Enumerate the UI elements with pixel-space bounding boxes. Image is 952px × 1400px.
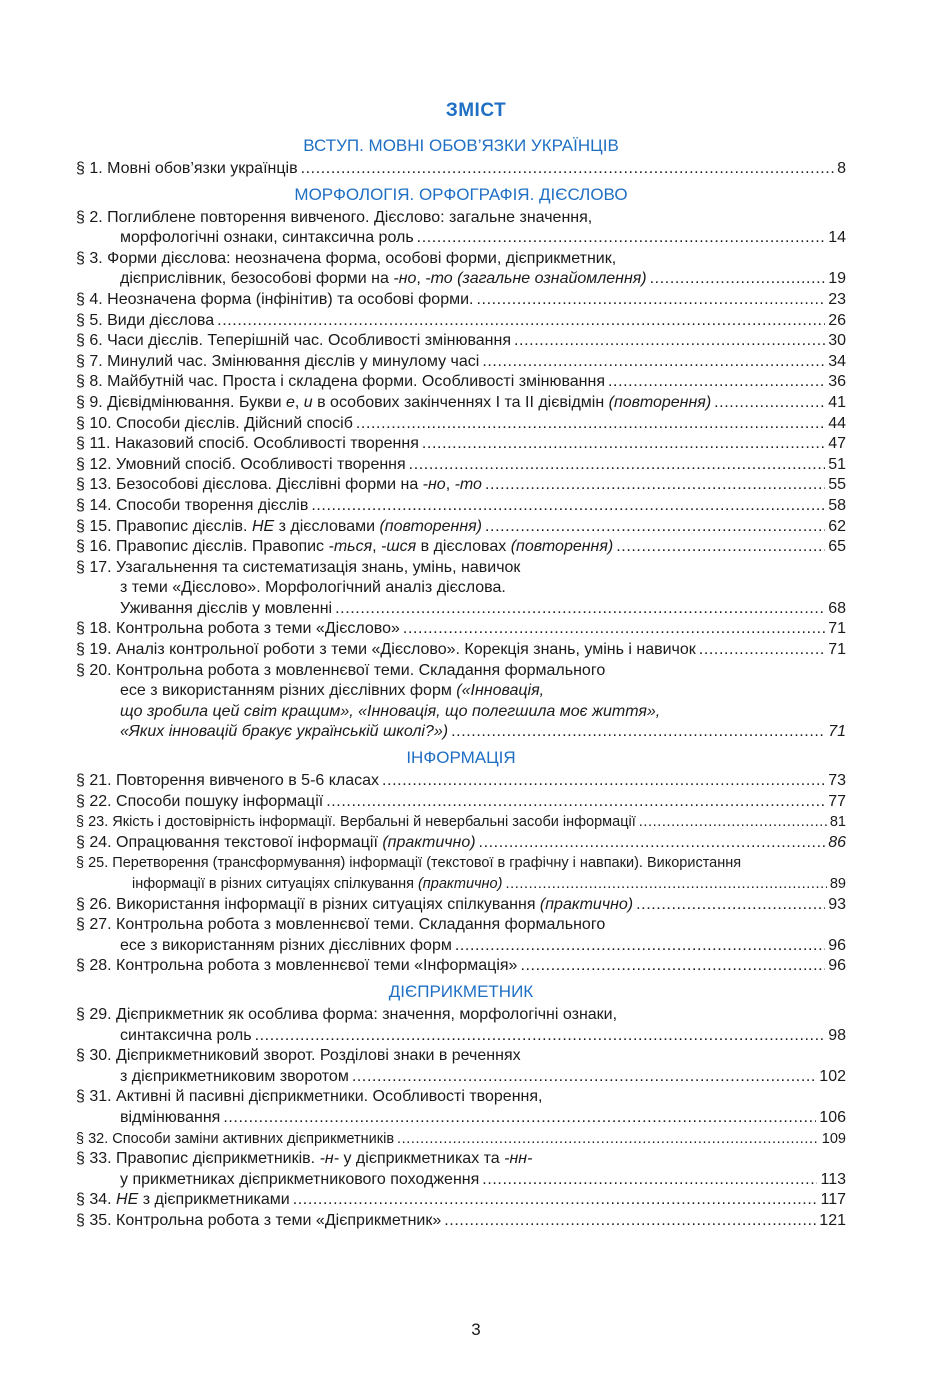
- toc-entry-line: [76, 833, 846, 854]
- dot-leader: [520, 956, 825, 977]
- toc-entry-text: [76, 1211, 441, 1232]
- toc-text-run: § 14. Способи творення дієслів: [76, 496, 309, 514]
- toc-entry-line: [76, 936, 846, 957]
- toc-entry[interactable]: [76, 812, 846, 833]
- toc-text-run: «Яких інновацій бракує українській школі?»): [120, 723, 449, 741]
- toc-entry-text: [76, 1129, 394, 1150]
- toc-page-number: 26: [828, 311, 846, 329]
- dot-leader: [335, 599, 825, 620]
- toc-text-run: (практично): [417, 876, 503, 892]
- toc-text-run: § 31. Активні й пасивні дієприкметники. Особливості творення,: [76, 1088, 543, 1106]
- toc-text-run: Уживання дієслів у мовленні: [120, 599, 333, 617]
- toc-page-number: 93: [828, 895, 846, 913]
- dot-leader: [356, 414, 825, 435]
- toc-entry-line: [76, 1046, 846, 1067]
- toc-entry-text: [76, 290, 473, 311]
- toc-text-run: и: [303, 393, 313, 411]
- toc-entry-line: [76, 311, 846, 332]
- toc-entry[interactable]: [76, 1087, 846, 1128]
- toc-entry-text: [120, 1108, 220, 1129]
- toc-text-run: § 4. Неозначена форма (інфінітив) та особові форми.: [76, 290, 474, 308]
- toc-text-run: що зробила цей світ кращим», «Інновація, що полегшила моє життя»,: [120, 702, 661, 720]
- toc-entry-text: [76, 956, 517, 977]
- toc-text-run: § 18. Контрольна робота з теми «Дієслово»: [76, 620, 400, 638]
- toc-entry-line: [76, 1108, 846, 1129]
- toc-entry-line: [76, 517, 846, 538]
- toc-entry-text: [76, 311, 214, 332]
- dot-leader: [479, 833, 826, 854]
- toc-entry-text: [76, 414, 353, 435]
- section-heading: МОРФОЛОГІЯ. ОРФОГРАФІЯ. ДІЄСЛОВО: [294, 184, 628, 204]
- toc-entry-line: [76, 1211, 846, 1232]
- toc-text-run: (практично): [382, 833, 476, 851]
- toc-page-number: 81: [829, 814, 846, 831]
- toc-entry-line: [76, 249, 846, 270]
- toc-text-run: -но: [422, 476, 446, 494]
- toc-entry[interactable]: [76, 159, 846, 180]
- toc-entry-line: [76, 956, 846, 977]
- toc-entry[interactable]: [76, 475, 846, 496]
- toc-entry-line: [76, 578, 846, 599]
- toc-entry[interactable]: [76, 517, 846, 538]
- toc-entry[interactable]: [76, 311, 846, 332]
- toc-text-run: в дієсловах: [416, 538, 511, 556]
- toc-entry-line: [76, 661, 846, 682]
- toc-entry-text: [120, 599, 332, 620]
- toc-entry-text: [76, 619, 400, 640]
- dot-leader: [255, 1026, 826, 1047]
- toc-entry-line: [76, 1129, 846, 1150]
- toc-text-run: § 20. Контрольна робота з мовленнєвої теми. Складання формального: [76, 661, 606, 679]
- dot-leader: [382, 771, 825, 792]
- dot-leader: [476, 290, 825, 311]
- toc-entry-line: [76, 599, 846, 620]
- toc-text-run: § 32. Способи заміни активних дієприкметників: [76, 1130, 395, 1147]
- dot-leader: [636, 895, 825, 916]
- toc-text-run: відмінювання: [120, 1108, 221, 1126]
- toc-entry[interactable]: [76, 1129, 846, 1150]
- toc-page-number: 62: [828, 517, 846, 535]
- toc-text-run: (повторення): [510, 538, 614, 556]
- dot-leader: [326, 792, 825, 813]
- dot-leader: [223, 1108, 816, 1129]
- toc-text-run: § 8. Майбутній час. Проста і складена форми. Особливості змінювання: [76, 373, 605, 391]
- toc-text-run: ,: [294, 393, 304, 411]
- toc-entry-text: [120, 936, 452, 957]
- toc-entry[interactable]: [76, 558, 846, 620]
- toc-entry[interactable]: [76, 352, 846, 373]
- toc-entry-line: [76, 496, 846, 517]
- toc-text-run: § 24. Опрацювання текстової інформації: [76, 833, 383, 851]
- toc-text-run: § 15. Правопис дієслів.: [76, 517, 252, 535]
- toc-entry[interactable]: [76, 1149, 846, 1190]
- toc-entry[interactable]: [76, 393, 846, 414]
- toc-entry-line: [76, 434, 846, 455]
- toc-entry-text: [76, 1087, 542, 1108]
- toc-text-run: § 21. Повторення вивченого в 5-6 класах: [76, 772, 380, 790]
- toc-entry[interactable]: [76, 1190, 846, 1211]
- toc-entry-line: [76, 475, 846, 496]
- toc-entry-line: [76, 393, 846, 414]
- toc-entry[interactable]: [76, 290, 846, 311]
- toc-entry-text: [76, 558, 520, 579]
- dot-leader: [482, 1170, 817, 1191]
- section-heading: ВСТУП. МОВНІ ОБОВ’ЯЗКИ УКРАЇНЦІВ: [303, 136, 619, 155]
- toc-text-run: § 6. Часи дієслів. Теперішній час. Особливості змінювання: [76, 332, 512, 350]
- toc-entry[interactable]: [76, 640, 846, 661]
- toc-page-number: 68: [828, 599, 846, 617]
- dot-leader: [417, 228, 826, 249]
- toc-entry-line: [76, 771, 846, 792]
- toc-text-run: § 13. Безособові дієслова. Дієслівні форми на: [76, 476, 423, 494]
- toc-page-number: 47: [828, 435, 846, 453]
- toc-entry[interactable]: [76, 1046, 846, 1087]
- toc-text-run: з дієприкметниковим зворотом: [120, 1067, 349, 1085]
- toc-entry-line: [76, 352, 846, 373]
- toc-text-run: дієприслівник, безособові форми на: [120, 270, 394, 288]
- toc-entry-text: [76, 496, 308, 517]
- toc-entry-text: [76, 771, 379, 792]
- toc-text-run: інформації в різних ситуаціях спілкування: [132, 876, 418, 892]
- dot-leader: [451, 722, 825, 743]
- toc-entry-text: [120, 1067, 349, 1088]
- toc-text-run: -то: [454, 476, 482, 494]
- dot-leader: [699, 640, 825, 661]
- toc-page-number: 8: [837, 160, 846, 177]
- toc-text-run: з теми «Дієслово». Морфологічний аналіз дієслова.: [120, 579, 506, 597]
- toc-text-run: морфологічні ознаки, синтаксична роль: [120, 229, 414, 247]
- toc-entry-line: [76, 455, 846, 476]
- toc-page-number: 41: [828, 393, 846, 411]
- toc-text-run: § 11. Наказовий спосіб. Особливості творення: [76, 435, 419, 453]
- toc-entry-text: [120, 1026, 252, 1047]
- toc-entry-text: [76, 159, 298, 180]
- toc-page-number: 65: [828, 538, 846, 556]
- toc-text-run: § 26. Використання інформації в різних ситуаціях спілкування: [76, 895, 540, 913]
- dot-leader: [714, 393, 825, 414]
- toc-text-run: § 19. Аналіз контрольної роботи з теми «Дієслово». Корекція знань, умінь і навичок: [76, 641, 696, 659]
- toc-page-number: 23: [828, 290, 846, 308]
- dot-leader: [311, 496, 825, 517]
- toc-text-run: синтаксична роль: [120, 1026, 252, 1044]
- dot-leader: [616, 537, 825, 558]
- dot-leader: [293, 1190, 818, 1211]
- toc-entry-text: [76, 812, 636, 833]
- toc-page-number: 117: [820, 1191, 846, 1209]
- toc-text-run: § 3. Форми дієслова: неозначена форма, особові форми, дієприкметник,: [76, 249, 617, 267]
- toc-text-run: -ться: [328, 538, 373, 556]
- dot-leader: [482, 352, 825, 373]
- toc-entry[interactable]: [76, 619, 846, 640]
- toc-text-run: § 5. Види дієслова: [76, 311, 215, 329]
- toc-entry-text: [76, 393, 711, 414]
- toc-entry[interactable]: [76, 434, 846, 455]
- toc-page-number: 113: [820, 1170, 846, 1188]
- toc-text-run: у прикметниках дієприкметникового походження: [120, 1170, 480, 1188]
- toc-entry[interactable]: [76, 1005, 846, 1046]
- toc-entry-line: [76, 1170, 846, 1191]
- toc-entry-line: [76, 269, 846, 290]
- toc-entry[interactable]: [76, 496, 846, 517]
- toc-entry[interactable]: [76, 249, 846, 290]
- toc-entry-text: [76, 208, 592, 229]
- toc-page-number: 96: [828, 957, 846, 975]
- toc-text-run: з дієприкметниками: [138, 1191, 290, 1209]
- toc-entry-text: [76, 475, 482, 496]
- toc-entry-text: [76, 517, 482, 538]
- toc-text-run: § 33. Правопис дієприкметників.: [76, 1150, 320, 1168]
- toc-text-run: § 7. Минулий час. Змінювання дієслів у минулому часі: [76, 352, 480, 370]
- table-of-contents: [76, 133, 846, 1232]
- toc-entry-text: [76, 853, 741, 874]
- toc-text-run: НЕ: [116, 1191, 139, 1209]
- toc-entry-text: [76, 792, 323, 813]
- toc-entry-line: [76, 372, 846, 393]
- toc-entry-line: [76, 722, 846, 743]
- toc-entry-text: [120, 578, 506, 599]
- toc-entry-text: [76, 249, 616, 270]
- toc-text-run: («Інновація,: [456, 682, 545, 700]
- toc-entry-line: [76, 681, 846, 702]
- toc-page-number: 71: [828, 723, 846, 741]
- toc-entry-line: [76, 159, 846, 180]
- toc-text-run: § 25. Перетворення (трансформування) інформації (текстової в графічну і навпаки). Використання: [76, 855, 742, 872]
- toc-page-number: 73: [828, 772, 846, 790]
- toc-entry-line: [76, 290, 846, 311]
- toc-text-run: есе з використанням різних дієслівних форм: [120, 682, 457, 700]
- toc-text-run: НЕ: [251, 517, 275, 535]
- toc-text-run: -но: [393, 270, 417, 288]
- toc-entry-text: [76, 331, 511, 352]
- toc-text-run: § 2. Поглиблене повторення вивченого. Дієслово: загальне значення,: [76, 208, 593, 226]
- dot-leader: [444, 1211, 816, 1232]
- toc-entry[interactable]: [76, 372, 846, 393]
- toc-text-run: есе з використанням різних дієслівних форм: [120, 936, 452, 954]
- dot-leader: [409, 455, 826, 476]
- toc-entry-text: [76, 1005, 617, 1026]
- toc-entry-line: [76, 228, 846, 249]
- dot-leader: [639, 812, 827, 833]
- toc-entry[interactable]: [76, 537, 846, 558]
- toc-entry-line: [76, 537, 846, 558]
- toc-entry-line: [76, 558, 846, 579]
- toc-page-number: 89: [829, 876, 846, 892]
- toc-text-run: -то (загальне ознайомлення): [425, 270, 647, 288]
- toc-page-number: 19: [828, 270, 846, 288]
- toc-entry[interactable]: [76, 853, 846, 894]
- dot-leader: [514, 331, 825, 352]
- toc-entry[interactable]: [76, 833, 846, 854]
- toc-page-number: 14: [828, 229, 846, 247]
- toc-entry[interactable]: [76, 455, 846, 476]
- toc-entry[interactable]: [76, 895, 846, 916]
- toc-page-number: 71: [828, 641, 846, 659]
- toc-page-number: 36: [828, 373, 846, 391]
- toc-text-run: (практично): [539, 895, 634, 913]
- toc-page-number: 44: [828, 414, 846, 432]
- toc-entry-line: [76, 1087, 846, 1108]
- toc-text-run: -нн-: [504, 1150, 533, 1168]
- toc-entry[interactable]: [76, 414, 846, 435]
- toc-entry-line: [76, 619, 846, 640]
- dot-leader: [352, 1067, 816, 1088]
- toc-entry-text: [76, 1149, 532, 1170]
- toc-entry-text: [76, 915, 605, 936]
- toc-entry-line: [76, 1067, 846, 1088]
- toc-page-number: 102: [819, 1067, 846, 1085]
- page-number: 3: [471, 1320, 481, 1339]
- toc-entry-line: [76, 874, 846, 895]
- dot-leader: [422, 434, 825, 455]
- toc-text-run: § 16. Правопис дієслів. Правопис: [76, 538, 329, 556]
- toc-page-number: 51: [828, 455, 846, 473]
- dot-leader: [217, 311, 825, 332]
- toc-entry[interactable]: [76, 956, 846, 977]
- toc-entry-text: [76, 372, 605, 393]
- toc-text-run: § 27. Контрольна робота з мовленнєвої теми. Складання формального: [76, 916, 606, 934]
- dot-leader: [505, 874, 826, 895]
- section-heading: ІНФОРМАЦІЯ: [406, 748, 516, 768]
- toc-text-run: § 1. Мовні обов’язки українців: [76, 160, 298, 177]
- toc-page-number: 96: [828, 936, 846, 954]
- dot-leader: [485, 517, 825, 538]
- toc-entry-line: [76, 331, 846, 352]
- toc-entry-text: [120, 228, 414, 249]
- section-heading: ДІЄПРИКМЕТНИК: [388, 981, 534, 1001]
- toc-page-number: 77: [828, 792, 846, 810]
- toc-entry-line: [76, 792, 846, 813]
- toc-page-number: 30: [828, 332, 846, 350]
- page-title: ЗМІСТ: [445, 100, 507, 121]
- toc-entry[interactable]: [76, 208, 846, 249]
- dot-leader: [397, 1129, 819, 1150]
- toc-entry-text: [120, 722, 448, 743]
- toc-page-number: 34: [828, 352, 846, 370]
- toc-entry-line: [76, 208, 846, 229]
- toc-page-number: 121: [819, 1211, 846, 1229]
- toc-text-run: § 12. Умовний спосіб. Особливості творення: [76, 455, 406, 473]
- toc-entry-text: [76, 352, 479, 373]
- toc-text-run: § 35. Контрольна робота з теми «Дієприкметник»: [76, 1211, 442, 1229]
- toc-entry-line: [76, 915, 846, 936]
- toc-entry-line: [76, 1026, 846, 1047]
- toc-text-run: § 9. Дієвідмінювання. Букви: [76, 393, 286, 411]
- toc-entry-line: [76, 1149, 846, 1170]
- toc-text-run: ,: [445, 476, 455, 494]
- toc-entry[interactable]: [76, 792, 846, 813]
- toc-text-run: § 28. Контрольна робота з мовленнєвої теми «Інформація»: [76, 957, 518, 975]
- toc-page-number: 55: [828, 476, 846, 494]
- toc-text-run: ,: [372, 538, 382, 556]
- toc-text-run: § 23. Якість і достовірність інформації. Вербальні й невербальні засоби інформації: [76, 814, 636, 831]
- toc-text-run: -шся: [381, 538, 417, 556]
- toc-entry[interactable]: [76, 771, 846, 792]
- dot-leader: [485, 475, 825, 496]
- toc-entry-line: [76, 1190, 846, 1211]
- toc-text-run: § 17. Узагальнення та систематизація знань, умінь, навичок: [76, 558, 521, 576]
- dot-leader: [403, 619, 825, 640]
- toc-entry-line: [76, 640, 846, 661]
- toc-text-run: § 29. Дієприкметник як особлива форма: значення, морфологічні ознаки,: [76, 1005, 618, 1023]
- toc-entry-text: [76, 455, 406, 476]
- toc-page-number: 71: [828, 620, 846, 638]
- dot-leader: [608, 372, 825, 393]
- toc-entry-text: [120, 702, 660, 723]
- toc-text-run: з дієсловами: [274, 517, 380, 535]
- toc-entry-text: [132, 874, 502, 895]
- toc-entry-text: [76, 434, 419, 455]
- toc-entry[interactable]: [76, 331, 846, 352]
- toc-entry-text: [76, 1190, 290, 1211]
- toc-entry-line: [76, 853, 846, 874]
- toc-entry-text: [76, 661, 605, 682]
- toc-page-number: 98: [828, 1026, 846, 1044]
- toc-entry[interactable]: [76, 661, 846, 743]
- toc-entry-line: [76, 895, 846, 916]
- toc-page-number: 58: [828, 496, 846, 514]
- toc-entry-line: [76, 414, 846, 435]
- toc-page-number: 109: [821, 1130, 846, 1147]
- toc-text-run: у дієприкметниках та: [339, 1150, 505, 1168]
- toc-entry-text: [120, 1170, 479, 1191]
- dot-leader: [301, 159, 835, 180]
- toc-text-run: в особових закінченнях I та II дієвідмін: [312, 393, 609, 411]
- toc-entry-text: [76, 537, 613, 558]
- toc-entry-text: [120, 681, 544, 702]
- toc-entry[interactable]: [76, 1211, 846, 1232]
- dot-leader: [455, 936, 825, 957]
- toc-entry[interactable]: [76, 915, 846, 956]
- toc-entry-line: [76, 702, 846, 723]
- toc-page-number: 86: [828, 833, 846, 851]
- toc-entry-line: [76, 812, 846, 833]
- toc-text-run: ,: [416, 270, 426, 288]
- toc-text-run: § 34.: [76, 1191, 117, 1209]
- toc-entry-text: [76, 1046, 521, 1067]
- toc-text-run: -н-: [319, 1150, 340, 1168]
- toc-text-run: § 30. Дієприкметниковий зворот. Розділові знаки в реченнях: [76, 1047, 521, 1065]
- toc-page-number: 106: [819, 1108, 846, 1126]
- toc-text-run: § 22. Способи пошуку інформації: [76, 792, 324, 810]
- toc-text-run: е: [285, 393, 295, 411]
- toc-entry-text: [76, 895, 633, 916]
- toc-text-run: (повторення): [608, 393, 712, 411]
- toc-entry-text: [120, 269, 647, 290]
- toc-entry-text: [76, 833, 476, 854]
- toc-entry-line: [76, 1005, 846, 1026]
- dot-leader: [650, 269, 826, 290]
- toc-entry-text: [76, 640, 696, 661]
- toc-text-run: § 10. Способи дієслів. Дійсний спосіб: [76, 414, 353, 432]
- toc-text-run: (повторення): [379, 517, 482, 535]
